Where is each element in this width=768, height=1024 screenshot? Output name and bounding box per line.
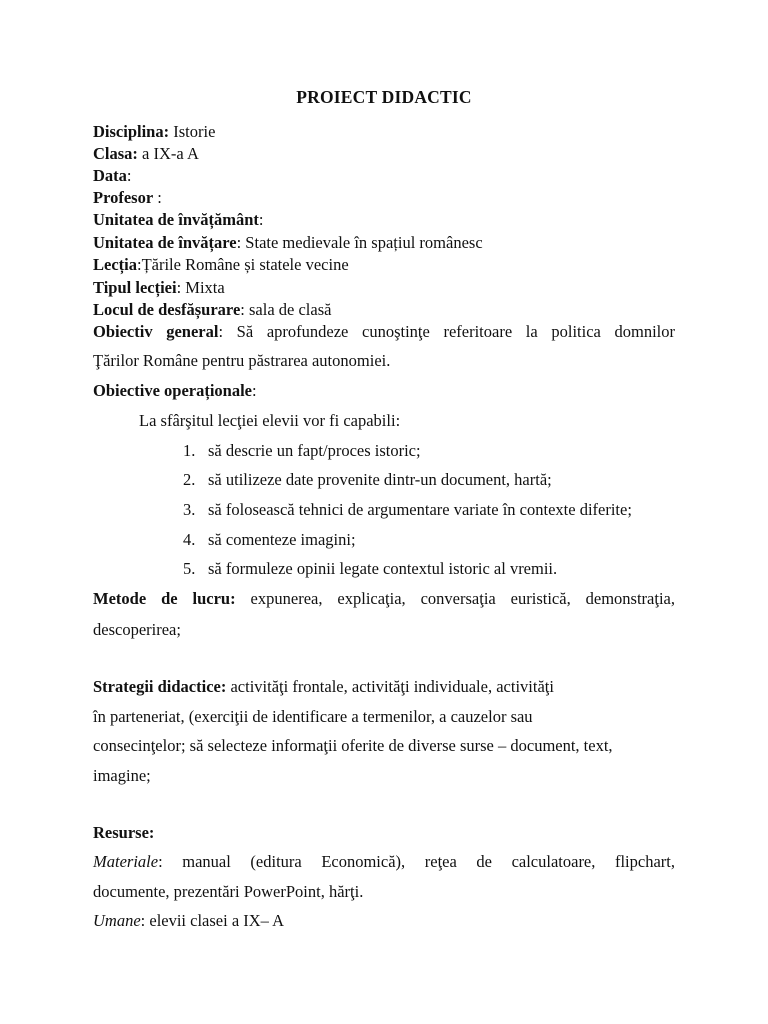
field-value: : sala de clasă — [240, 300, 332, 319]
list-item — [183, 558, 557, 580]
list-number: 3. — [183, 500, 196, 519]
metode-text: expunerea, explicaţia, conversaţia euristică, demonstraţia, — [235, 589, 675, 608]
field-value: : — [126, 166, 132, 185]
field-label: Locul de desfășurare — [93, 300, 241, 319]
field-value: :Țările Române și statele vecine — [136, 255, 349, 274]
field-value: : State medievale în spațiul românesc — [236, 233, 483, 252]
strategii-line1 — [93, 676, 675, 698]
list-number: 2. — [183, 470, 196, 489]
list-text: să formuleze opinii legate contextul istoric al vremii. — [208, 559, 558, 578]
field-value: : Mixta — [176, 278, 225, 297]
list-item — [183, 499, 632, 521]
umane-text: : elevii clasei a IX– A — [140, 911, 285, 930]
list-text: să utilizeze date provenite dintr-un document, hartă; — [208, 470, 552, 489]
materiale-text: : manual (editura Economică), reţea de calculatoare, flipchart, — [158, 852, 675, 871]
list-text: să folosească tehnici de argumentare variate în contexte diferite; — [208, 500, 632, 519]
list-number: 1. — [183, 441, 196, 460]
obiectiv-general-text: : Să aprofundeze cunoştinţe referitoare la politica domnilor — [218, 322, 675, 341]
field-label: Unitatea de învățământ — [93, 210, 259, 229]
field-label: Unitatea de învățare — [93, 233, 237, 252]
field-label: Lecția — [93, 255, 137, 274]
strategii-line4: imagine; — [93, 766, 151, 785]
obiective-operationale-suffix: : — [252, 381, 257, 400]
strategii-line2: în parteneriat, (exerciţii de identificare a termenilor, a cauzelor sau — [93, 707, 533, 726]
obiectiv-general-line2: Ţărilor Române pentru păstrarea autonomiei. — [93, 351, 391, 370]
obiectiv-general-label: Obiectiv general — [93, 322, 219, 341]
field-lectia — [93, 254, 675, 276]
field-label: Disciplina: — [93, 122, 170, 141]
strategii-text: activităţi frontale, activităţi individuale, activităţi — [226, 677, 554, 696]
field-label: Data — [93, 166, 127, 185]
strategii-label: Strategii didactice: — [93, 677, 227, 696]
materiale-line1 — [93, 851, 675, 873]
metode-line1 — [93, 588, 675, 610]
field-unitatea-invatamant — [93, 209, 675, 231]
field-value: Istorie — [169, 122, 216, 141]
field-unitatea-invatare — [93, 232, 675, 254]
obiective-intro: La sfârşitul lecţiei elevii vor fi capabili: — [139, 411, 401, 430]
page-title: PROIECT DIDACTIC — [296, 87, 472, 107]
field-locul — [93, 299, 675, 321]
list-number: 5. — [183, 559, 196, 578]
field-label: Tipul lecției — [93, 278, 177, 297]
obiective-operationale-heading — [93, 380, 675, 402]
field-data — [93, 165, 675, 187]
field-tipul-lectiei — [93, 277, 675, 299]
field-clasa — [93, 143, 675, 165]
obiective-operationale-label: Obiective operaționale — [93, 381, 253, 400]
metode-line2: descoperirea; — [93, 620, 181, 639]
resurse-label: Resurse: — [93, 823, 155, 842]
field-disciplina — [93, 121, 675, 143]
list-item — [183, 440, 421, 462]
umane-line — [93, 910, 675, 932]
resurse-heading — [93, 822, 675, 844]
field-value: a IX-a A — [137, 144, 199, 163]
list-item — [183, 529, 356, 551]
field-profesor — [93, 187, 675, 209]
list-text: să comenteze imagini; — [208, 530, 356, 549]
metode-label: Metode de lucru: — [93, 589, 236, 608]
umane-label: Umane — [93, 911, 141, 930]
field-value: : — [153, 188, 162, 207]
field-label: Profesor — [93, 188, 154, 207]
field-value: : — [258, 210, 264, 229]
materiale-label: Materiale — [93, 852, 159, 871]
obiectiv-general-line1 — [93, 321, 675, 343]
list-text: să descrie un fapt/proces istoric; — [208, 441, 421, 460]
materiale-line2: documente, prezentări PowerPoint, hărţi. — [93, 882, 364, 901]
field-label: Clasa: — [93, 144, 138, 163]
list-item — [183, 469, 552, 491]
strategii-line3: consecinţelor; să selecteze informaţii oferite de diverse surse – document, text, — [93, 736, 613, 755]
list-number: 4. — [183, 530, 196, 549]
